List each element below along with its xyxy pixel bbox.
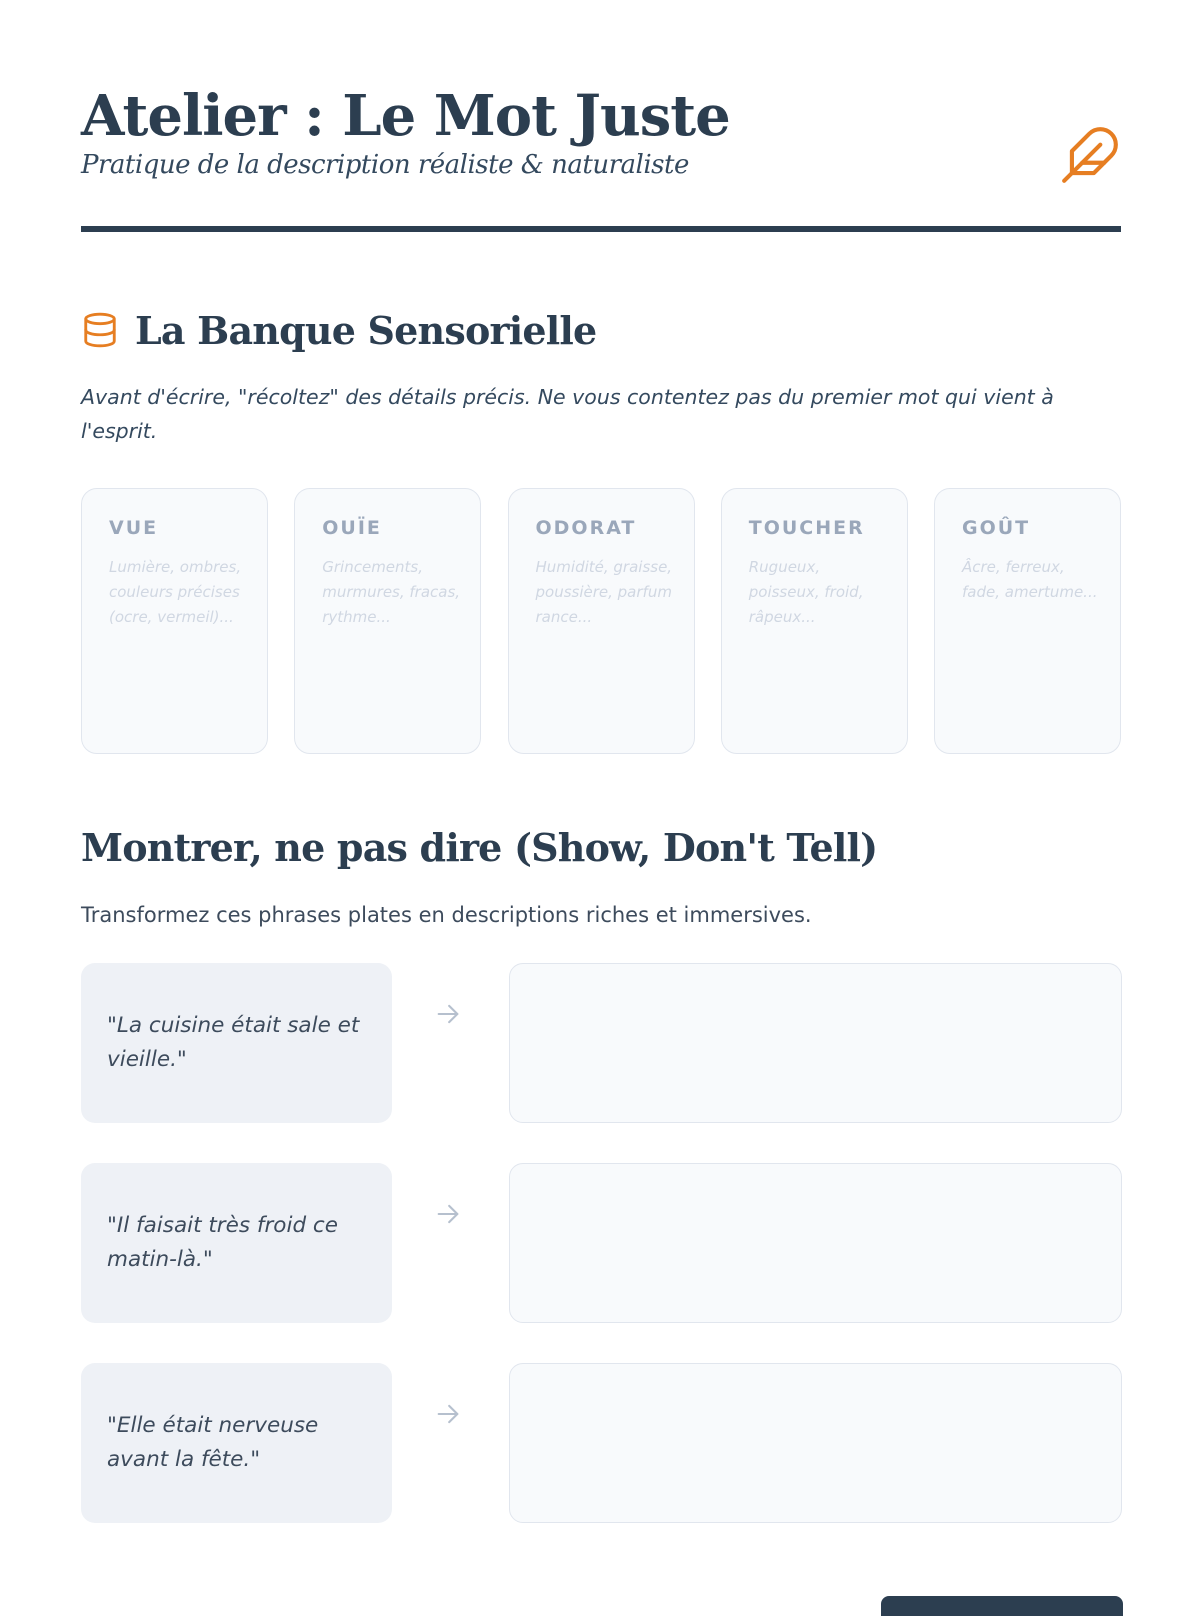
page-header xyxy=(81,80,1121,235)
prompt-text: "Elle était nerveuse avant la fête." xyxy=(107,1413,319,1472)
arrow-right-icon xyxy=(434,1000,462,1028)
sense-placeholder: Humidité, graisse, poussière, parfum rance... xyxy=(535,558,673,626)
sense-card-toucher[interactable] xyxy=(721,488,908,754)
sense-placeholder: Rugueux, poisseux, froid, râpeux... xyxy=(748,558,864,626)
sense-placeholder: Lumière, ombres, couleurs précises (ocre, vermeil)... xyxy=(109,558,242,626)
prompt-card xyxy=(81,1363,392,1523)
prompt-card xyxy=(81,963,392,1123)
prompt-text: "La cuisine était sale et vieille." xyxy=(107,1013,360,1072)
sense-card-odorat[interactable] xyxy=(508,488,695,754)
worksheet-page xyxy=(81,0,1121,1600)
arrow-right-icon xyxy=(434,1400,462,1428)
database-icon xyxy=(81,310,119,350)
next-section-button-partial[interactable] xyxy=(881,1596,1123,1616)
section-description: Transformez ces phrases plates en descriptions riches et immersives. xyxy=(81,903,812,927)
arrow-right-icon xyxy=(434,1200,462,1228)
answer-textarea[interactable] xyxy=(509,1363,1122,1523)
sense-card-gout[interactable] xyxy=(934,488,1121,754)
feather-icon xyxy=(1059,122,1121,188)
section-heading: Montrer, ne pas dire (Show, Don't Tell) xyxy=(81,825,878,870)
next-section-heading-partial xyxy=(81,1585,781,1615)
exercise-row xyxy=(81,1363,1121,1523)
exercise-row xyxy=(81,963,1121,1123)
sense-placeholder: Âcre, ferreux, fade, amertume... xyxy=(962,558,1098,601)
answer-textarea[interactable] xyxy=(509,1163,1122,1323)
sense-card-vue[interactable] xyxy=(81,488,268,754)
sense-label: OUÏE xyxy=(322,517,382,539)
sense-card-ouie[interactable] xyxy=(294,488,481,754)
page-subtitle: Pratique de la description réaliste & naturaliste xyxy=(81,150,689,180)
sense-label: GOÛT xyxy=(962,517,1031,539)
sense-placeholder: Grincements, murmures, fracas, rythme... xyxy=(322,558,461,626)
page-title: Atelier : Le Mot Juste xyxy=(81,83,730,149)
section-heading: La Banque Sensorielle xyxy=(135,307,597,353)
prompt-text: "Il faisait très froid ce matin-là." xyxy=(107,1213,338,1272)
exercise-row xyxy=(81,1163,1121,1323)
show-dont-tell-title xyxy=(81,825,877,870)
senses-grid xyxy=(81,488,1121,754)
sensory-bank-title xyxy=(81,305,596,355)
answer-textarea[interactable] xyxy=(509,963,1122,1123)
prompt-card xyxy=(81,1163,392,1323)
sense-label: ODORAT xyxy=(535,517,637,539)
header-divider xyxy=(81,226,1121,232)
section-intro: Avant d'écrire, "récoltez" des détails précis. Ne vous contentez pas du premier mot qui vient à l'esprit. xyxy=(81,385,1054,443)
sense-label: VUE xyxy=(109,517,159,539)
sense-label: TOUCHER xyxy=(748,517,865,539)
